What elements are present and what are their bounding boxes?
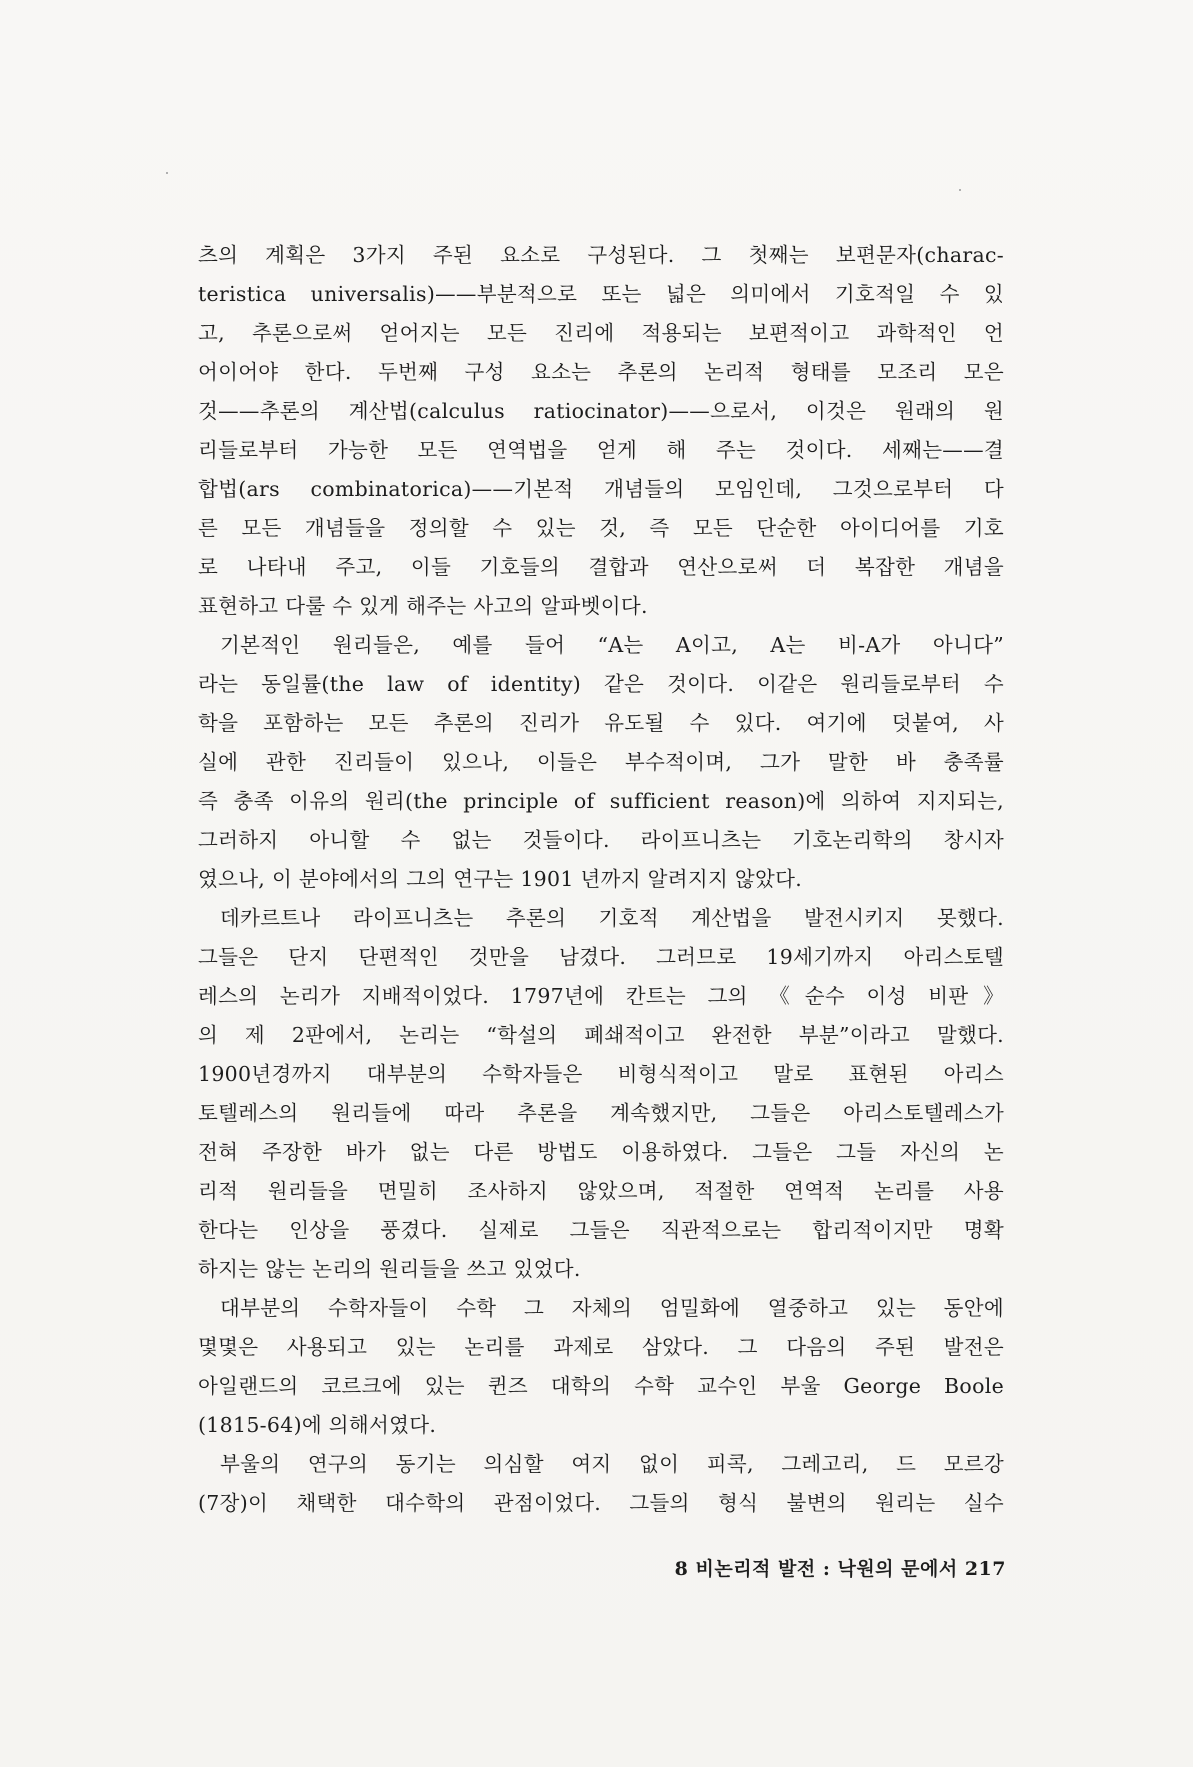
body-text	[198, 236, 1004, 1523]
text-line: 표현하고 다룰 수 있게 해주는 사고의 알파벳이다.	[198, 594, 648, 618]
page-speck	[166, 172, 168, 174]
text-line: teristica universalis)——부분적으로 또는 넓은 의미에서 기호적일 수 있	[198, 282, 1004, 306]
text-line: 기본적인 원리들은, 예를 들어 “A는 A이고, A는 비-A가 아니다”	[220, 633, 1004, 657]
text-line: 츠의 계획은 3가지 주된 요소로 구성된다. 그 첫째는 보편문자(charac-	[198, 243, 1004, 267]
text-line: 학을 포함하는 모든 추론의 진리가 유도될 수 있다. 여기에 덧붙여, 사	[198, 711, 1004, 735]
text-line: 하지는 않는 논리의 원리들을 쓰고 있었다.	[198, 1257, 581, 1281]
text-line: 로 나타내 주고, 이들 기호들의 결합과 연산으로써 더 복잡한 개념을	[198, 555, 1004, 579]
text-line: 몇몇은 사용되고 있는 논리를 과제로 삼았다. 그 다음의 주된 발전은	[198, 1335, 1004, 1359]
text-line: 라는 동일률(the law of identity) 같은 것이다. 이같은 원리들로부터 수	[198, 672, 1004, 696]
text-line: 고, 추론으로써 얻어지는 모든 진리에 적용되는 보편적이고 과학적인 언	[198, 321, 1004, 345]
text-line: 부울의 연구의 동기는 의심할 여지 없이 피콕, 그레고리, 드 모르강	[220, 1452, 1004, 1476]
text-line: 른 모든 개념들을 정의할 수 있는 것, 즉 모든 단순한 아이디어를 기호	[198, 516, 1004, 540]
running-footer: 8 비논리적 발전 : 낙원의 문에서 217	[674, 1558, 1006, 1580]
text-line: 대부분의 수학자들이 수학 그 자체의 엄밀화에 열중하고 있는 동안에	[220, 1296, 1004, 1320]
text-line: 1900년경까지 대부분의 수학자들은 비형식적이고 말로 표현된 아리스	[198, 1062, 1004, 1086]
text-line: 아일랜드의 코르크에 있는 퀸즈 대학의 수학 교수인 부울 George Boole	[198, 1374, 1004, 1398]
text-line: (1815-64)에 의해서였다.	[198, 1413, 437, 1437]
text-line: 리적 원리들을 면밀히 조사하지 않았으며, 적절한 연역적 논리를 사용	[198, 1179, 1004, 1203]
text-line: (7장)이 채택한 대수학의 관점이었다. 그들의 형식 불변의 원리는 실수	[198, 1491, 1004, 1515]
text-line: 의 제 2판에서, 논리는 “학설의 폐쇄적이고 완전한 부분”이라고 말했다.	[198, 1023, 1004, 1047]
text-line: 레스의 논리가 지배적이었다. 1797년에 칸트는 그의 《순수 이성 비판》	[198, 984, 1004, 1008]
text-line: 어이어야 한다. 두번째 구성 요소는 추론의 논리적 형태를 모조리 모은	[198, 360, 1004, 384]
text-line: 것——추론의 계산법(calculus ratiocinator)——으로서, 이것은 원래의 원	[198, 399, 1004, 423]
text-line: 데카르트나 라이프니츠는 추론의 기호적 계산법을 발전시키지 못했다.	[220, 906, 1004, 930]
text-line: 토텔레스의 원리들에 따라 추론을 계속했지만, 그들은 아리스토텔레스가	[198, 1101, 1004, 1125]
text-line: 즉 충족 이유의 원리(the principle of sufficient reason)에 의하여 지지되는,	[198, 789, 1004, 813]
text-line: 전혀 주장한 바가 없는 다른 방법도 이용하였다. 그들은 그들 자신의 논	[198, 1140, 1004, 1164]
text-line: 였으나, 이 분야에서의 그의 연구는 1901 년까지 알려지지 않았다.	[198, 867, 803, 891]
text-line: 한다는 인상을 풍겼다. 실제로 그들은 직관적으로는 합리적이지만 명확	[198, 1218, 1004, 1242]
text-line: 합법(ars combinatorica)——기본적 개념들의 모임인데, 그것으로부터 다	[198, 477, 1004, 501]
text-line: 리들로부터 가능한 모든 연역법을 얻게 해 주는 것이다. 세째는——결	[198, 438, 1004, 462]
text-line: 그들은 단지 단편적인 것만을 남겼다. 그러므로 19세기까지 아리스토텔	[198, 945, 1004, 969]
text-line: 실에 관한 진리들이 있으나, 이들은 부수적이며, 그가 말한 바 충족률	[198, 750, 1004, 774]
text-line: 그러하지 아니할 수 없는 것들이다. 라이프니츠는 기호논리학의 창시자	[198, 828, 1004, 852]
page-speck	[959, 189, 961, 191]
